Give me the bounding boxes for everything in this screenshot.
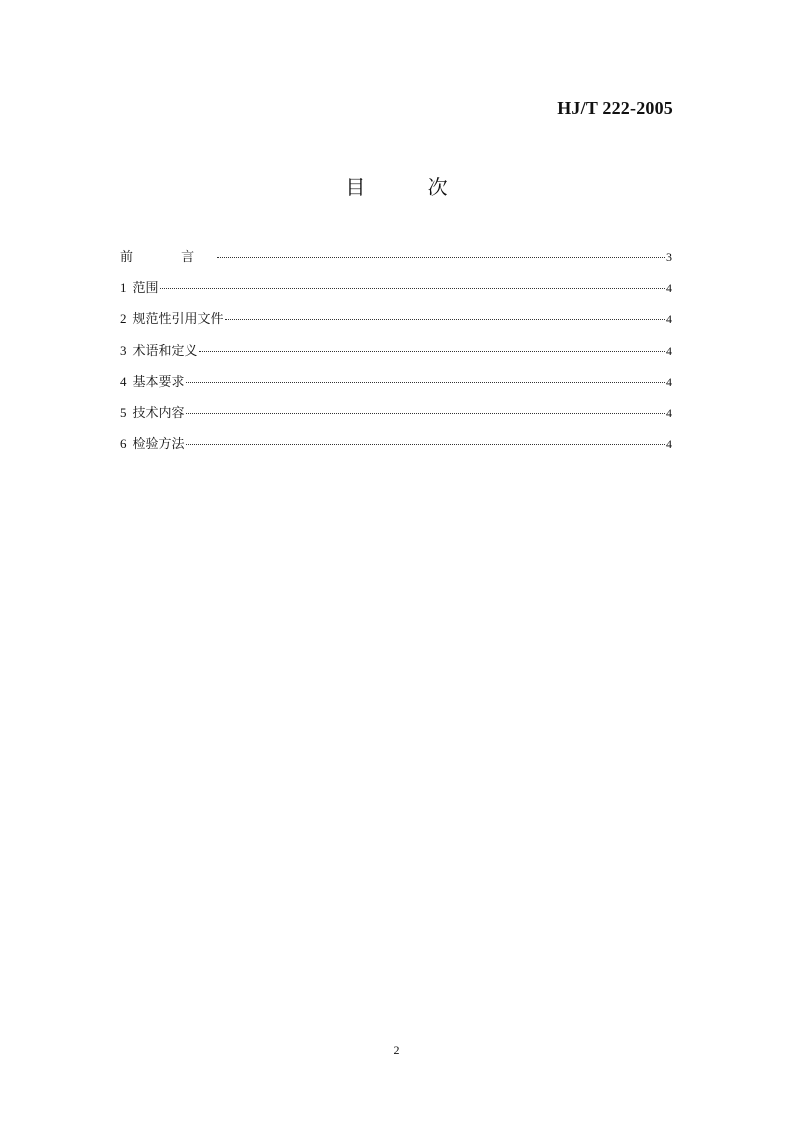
toc-entry-technical-content[interactable] xyxy=(120,402,672,433)
toc-entry-number: 2 xyxy=(120,311,127,327)
toc-entry-label: 规范性引用文件 xyxy=(132,312,224,328)
toc-entry-label: 技术内容 xyxy=(132,405,185,421)
toc-leader-dots xyxy=(186,382,665,383)
toc-entry-scope[interactable] xyxy=(120,277,672,308)
toc-title: 目 次 xyxy=(345,175,476,199)
toc-leader-dots xyxy=(186,444,665,445)
toc-leader-dots xyxy=(225,319,665,320)
page-number: 2 xyxy=(393,1043,400,1057)
standard-code: HJ/T 222-2005 xyxy=(557,98,673,118)
toc-entry-page: 4 xyxy=(666,437,672,452)
toc-entry-label: 范围 xyxy=(132,281,159,297)
toc-entry-page: 3 xyxy=(666,250,672,264)
toc-entry-test-methods[interactable] xyxy=(120,433,672,464)
toc-entry-label: 前 言 xyxy=(120,250,217,265)
toc-leader-dots xyxy=(217,257,665,258)
toc-entry-label: 检验方法 xyxy=(132,437,185,453)
toc-entry-basic-requirements[interactable] xyxy=(120,371,672,402)
toc-entry-label: 术语和定义 xyxy=(132,343,198,359)
toc-entry-page: 4 xyxy=(666,281,672,296)
toc-entry-number: 1 xyxy=(120,280,127,296)
toc-entry-terms-definitions[interactable] xyxy=(120,340,672,371)
toc-entry-label: 基本要求 xyxy=(132,374,185,390)
toc-entry-number: 5 xyxy=(120,404,127,420)
toc-leader-dots xyxy=(160,288,665,289)
toc-entry-preface[interactable] xyxy=(120,246,672,277)
toc-leader-dots xyxy=(199,351,665,352)
toc-entry-page: 4 xyxy=(666,343,672,358)
toc-list xyxy=(120,246,672,464)
toc-entry-page: 4 xyxy=(666,374,672,389)
toc-entry-normative-references[interactable] xyxy=(120,308,672,339)
toc-entry-number: 6 xyxy=(120,436,127,452)
toc-leader-dots xyxy=(186,413,665,414)
toc-entry-number: 4 xyxy=(120,373,127,389)
toc-entry-page: 4 xyxy=(666,312,672,327)
toc-entry-number: 3 xyxy=(120,342,127,358)
toc-entry-page: 4 xyxy=(666,405,672,420)
